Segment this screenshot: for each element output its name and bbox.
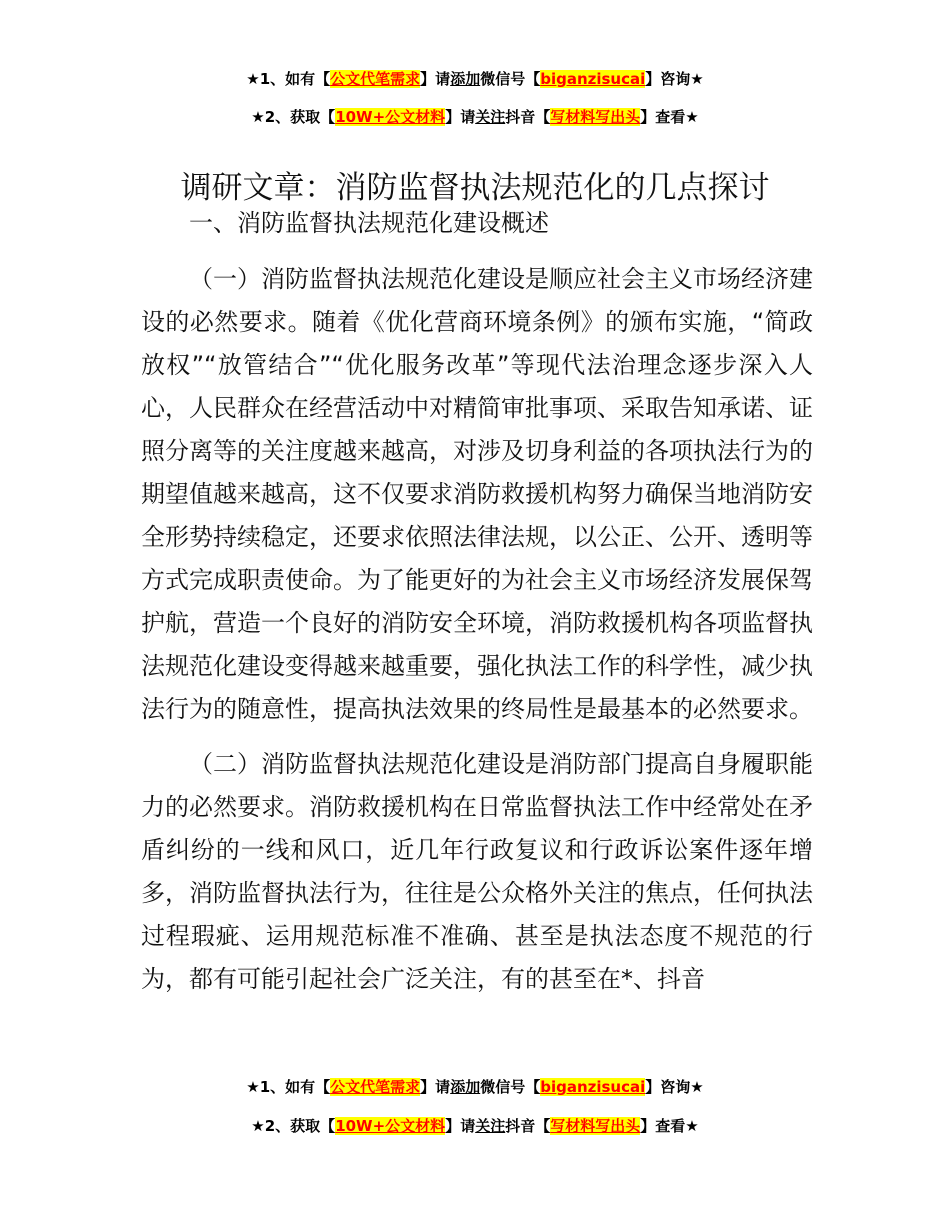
promo-banner-line-2-top [0,106,950,128]
banner-highlight: biganzisucai [540,70,646,88]
body-paragraph: （二）消防监督执法规范化建设是消防部门提高自身履职能力的必然要求。消防救援机构在日常监督执法工作中经常处在矛盾纠纷的一线和风口，近几年行政复议和行政诉讼案件逐年增多，消防监督执法行为，往往是公众格外关注的焦点，任何执法过程瑕疵、运用规范标准不准确、甚至是执法态度不规范的行为，都有可能引起社会广泛关注，有的甚至在*、抖音 [141,750,813,993]
promo-banner-line-1-bottom [0,1076,950,1098]
banner-text: 微信号【 [480,1078,541,1096]
banner-text: ★2、获取【 [251,1117,336,1135]
banner-emphasis: 添加 [450,70,481,88]
banner-text: ★2、获取【 [251,108,336,126]
promo-banner-line-2-bottom [0,1115,950,1137]
document-body [141,200,813,1001]
promo-banner-line-1-top [0,68,950,90]
body-paragraph: （一）消防监督执法规范化建设是顺应社会主义市场经济建设的必然要求。随着《优化营商环境条例》的颁布实施，“简政放权”“放管结合”“优化服务改革”等现代法治理念逐步深入人心，人民群众在经营活动中对精简审批事项、采取告知承诺、证照分离等的关注度越来越高，对涉及切身利益的各项执法行为的期望值越来越高，这不仅要求消防救援机构努力确保当地消防安全形势持续稳定，还要求依照法律法规，以公正、公开、透明等方式完成职责使命。为了能更好的为社会主义市场经济发展保驾护航，营造一个良好的消防安全环境，消防救援机构各项监督执法规范化建设变得越来越重要，强化执法工作的科学性，减少执法行为的随意性，提高执法效果的终局性是最基本的必然要求。 [141,265,813,723]
banner-highlight: 公文代笔需求 [330,70,421,88]
banner-highlight: 10W+公文材料 [335,1117,446,1135]
banner-text: 】请 [445,108,476,126]
banner-text: 】请 [445,1117,476,1135]
banner-text: 】请 [420,70,451,88]
banner-text: ★1、如有【 [246,70,331,88]
banner-highlight: biganzisucai [540,1078,646,1096]
banner-text: 抖音【 [505,108,551,126]
banner-emphasis: 关注 [475,1117,506,1135]
banner-text: 】请 [420,1078,451,1096]
banner-text: 】咨询★ [645,70,704,88]
section-heading: 一、消防监督执法规范化建设概述 [189,209,549,237]
banner-emphasis: 添加 [450,1078,481,1096]
banner-highlight: 10W+公文材料 [335,108,446,126]
banner-text: 抖音【 [505,1117,551,1135]
banner-text: 】查看★ [640,108,699,126]
banner-text: 】查看★ [640,1117,699,1135]
banner-text: ★1、如有【 [246,1078,331,1096]
banner-highlight: 写材料写出头 [550,108,641,126]
banner-highlight: 写材料写出头 [550,1117,641,1135]
banner-text: 】咨询★ [645,1078,704,1096]
banner-highlight: 公文代笔需求 [330,1078,421,1096]
banner-emphasis: 关注 [475,108,506,126]
document-title: 调研文章：消防监督执法规范化的几点探讨 [180,169,770,206]
banner-text: 微信号【 [480,70,541,88]
